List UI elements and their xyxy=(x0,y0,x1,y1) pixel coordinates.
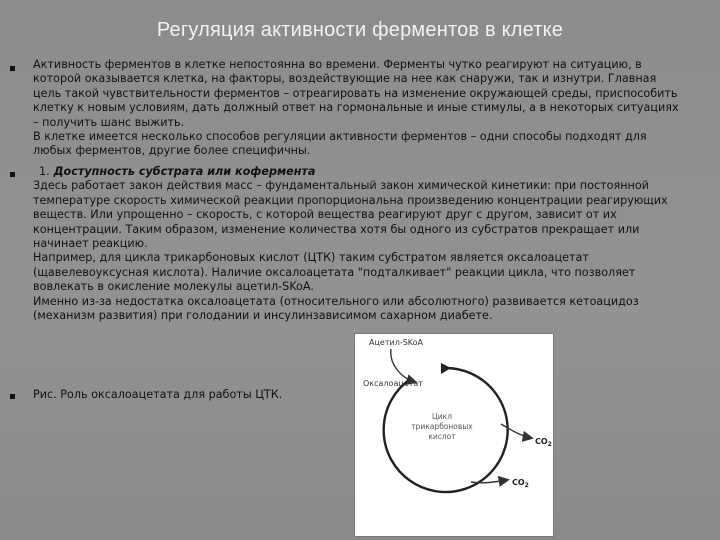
text-line: Именно из-за недостатка оксалоацетата (относительного или абсолютного) развивается кетоацидоз xyxy=(33,294,639,308)
co2-label-2: $CO_2$ xyxy=(512,478,529,489)
text-line: любых ферментов, другие более специфичны. xyxy=(33,144,311,158)
cycle-label-3: кислот xyxy=(428,432,456,441)
text-line: (щавелевоуксусная кислота). Наличие оксалоацетата "подталкивает" реакции цикла, что позволяет xyxy=(33,265,636,279)
text-line: концентрации. Таким образом, изменение количества хотя бы одного из субстратов прекращает или xyxy=(33,222,640,236)
tca-cycle-figure xyxy=(354,333,554,537)
slide-title: Регуляция активности ферментов в клетке xyxy=(156,19,564,41)
text-line: В клетке имеется несколько способов регуляции активности ферментов – одни способы подходят для xyxy=(33,130,647,144)
text-line: температуре скорость химической реакции пропорциональна произведению концентрации реагирующих xyxy=(33,193,668,207)
text-line: цель такой чувствительности ферментов – отреагировать на изменение окружающей среды, приспособить xyxy=(33,86,678,100)
text-line: (механизм развития) при голодании и инсулинзависимом сахарном диабете. xyxy=(33,309,493,323)
acetyl-arrow xyxy=(391,349,415,382)
text-line: вовлекать в окисление молекулы ацетил-SKoA. xyxy=(33,280,314,294)
cycle-arrow-head xyxy=(441,363,451,374)
paragraph-enzyme-activity xyxy=(33,58,713,159)
text-line: – получить шанс выжить. xyxy=(33,115,185,129)
cycle-label-1: Цикл xyxy=(431,412,453,421)
co2-arrow-1 xyxy=(501,424,531,438)
heading-number: 1. xyxy=(39,165,50,178)
section-heading xyxy=(33,165,713,179)
acetyl-skoa-label: Ацетил-SKoA xyxy=(369,338,423,347)
bullet-marker xyxy=(10,394,15,399)
oxaloacetate-label: Оксалоацетат xyxy=(363,379,423,388)
co2-arrow-2 xyxy=(471,480,507,483)
figure-caption: Рис. Роль оксалоацетата для работы ЦТК. xyxy=(33,388,283,401)
text-line: Здесь работает закон действия масс – фундаментальный закон химической кинетики: при постоянной xyxy=(33,179,649,193)
text-line: веществ. Или упрощенно – скорость, с которой вещества реагируют друг с другом, зависит от их xyxy=(33,208,617,222)
text-line: Например, для цикла трикарбоновых кислот (ЦТК) таким субстратом является оксалоацетат xyxy=(33,251,589,265)
bullet-marker xyxy=(10,66,15,71)
bullet-marker xyxy=(10,172,15,177)
paragraph-substrate-availability xyxy=(33,165,713,323)
co2-label-1: $CO_2$ xyxy=(535,437,552,448)
text-line: Активность ферментов в клетке непостоянна во времени. Ферменты чутко реагируют на ситуацию, в xyxy=(33,58,642,71)
cycle-label-2: трикарбоновых xyxy=(411,422,473,431)
heading-text: Доступность субстрата или кофермента xyxy=(53,165,316,178)
tca-cycle-diagram xyxy=(355,334,553,536)
text-line: клетку к новым условиям, дать должный ответ на гормональные и иные стимулы, а в некоторых ситуациях xyxy=(33,101,679,115)
text-line: начинает реакцию. xyxy=(33,237,148,251)
text-line: которой оказывается клетка, на факторы, воздействующие на нее как снаружи, так и изнутри. Главная xyxy=(33,72,657,86)
